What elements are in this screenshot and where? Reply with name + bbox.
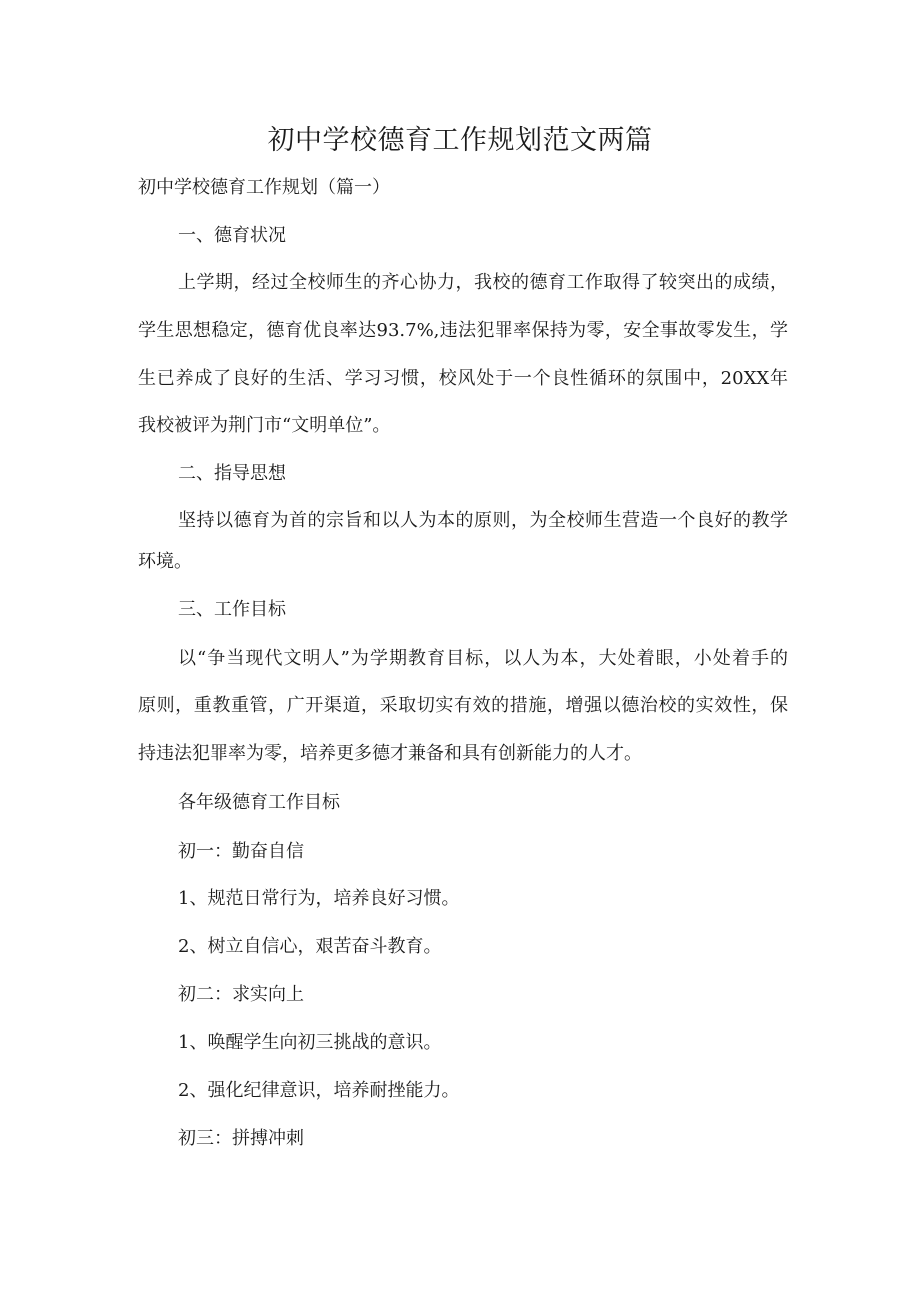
grade2-heading: 初二：求实向上 [178,984,304,1005]
section2-line-1: 坚持以德育为首的宗旨和以人为本的原则，为全校师生营造一个良好的教学 [178,510,788,531]
section1-line-1: 上学期，经过全校师生的齐心协力，我校的德育工作取得了较突出的成绩， [178,272,788,293]
grade2-item-1: 1、唤醒学生向初三挑战的意识。 [178,1032,442,1053]
document-title: 初中学校德育工作规划范文两篇 [267,125,653,156]
section2-heading: 二、指导思想 [178,463,286,484]
grade1-item-2: 2、树立自信心，艰苦奋斗教育。 [178,936,442,957]
section2-line-2: 环境。 [138,551,192,572]
section1-line-3: 生已养成了良好的生活、学习习惯，校风处于一个良性循环的氛围中，20XX年 [138,368,788,389]
section3-line-1: 以“争当现代文明人”为学期教育目标，以人为本，大处着眼，小处着手的 [178,648,788,669]
grade-goals-heading: 各年级德育工作目标 [178,792,340,813]
grade1-heading: 初一：勤奋自信 [178,841,304,862]
section1-heading: 一、德育状况 [178,225,286,246]
document-subtitle: 初中学校德育工作规划（篇一） [138,177,390,198]
section3-heading: 三、工作目标 [178,599,286,620]
section3-line-3: 持违法犯罪率为零，培养更多德才兼备和具有创新能力的人才。 [138,743,642,764]
grade3-heading: 初三：拼搏冲刺 [178,1128,304,1149]
section1-line-4: 我校被评为荆门市“文明单位”。 [138,415,391,436]
grade2-item-2: 2、强化纪律意识，培养耐挫能力。 [178,1080,460,1101]
grade1-item-1: 1、规范日常行为，培养良好习惯。 [178,888,460,909]
section1-line-2: 学生思想稳定，德育优良率达93.7%,违法犯罪率保持为零，安全事故零发生，学 [138,320,788,341]
section3-line-2: 原则，重教重管，广开渠道，采取切实有效的措施，增强以德治校的实效性，保 [138,695,788,716]
